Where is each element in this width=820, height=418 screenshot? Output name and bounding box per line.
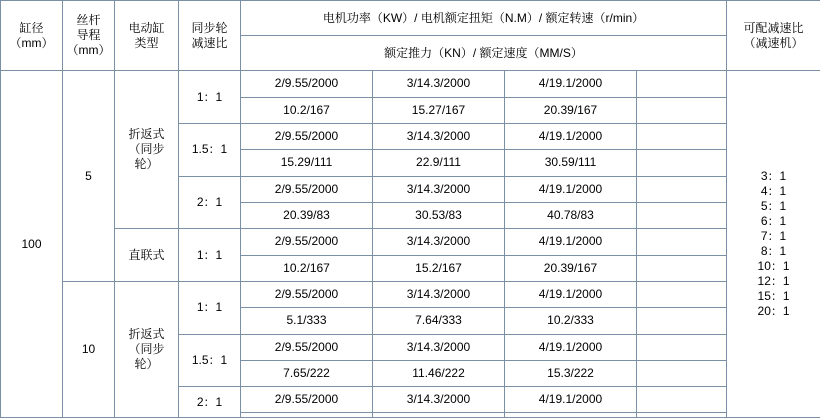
cell-ratio: 1：1 bbox=[179, 229, 241, 282]
cell-power: 2/9.55/2000 bbox=[241, 229, 373, 255]
cell-power: 3/14.3/2000 bbox=[373, 229, 505, 255]
cell-power: 2/9.55/2000 bbox=[241, 71, 373, 97]
cell-power: 4/19.1/2000 bbox=[505, 229, 637, 255]
cell-lead-10: 10 bbox=[63, 281, 115, 417]
gearbox-ratio-item: 20：1 bbox=[757, 304, 790, 319]
gearbox-ratio-item: 7：1 bbox=[760, 229, 787, 244]
header-thrust-group: 额定推力（KN）/ 额定速度（MM/S） bbox=[241, 36, 727, 71]
gearbox-ratio-item: 3：1 bbox=[760, 169, 787, 184]
cell-bore-value: 100 bbox=[1, 71, 63, 418]
cell-power: 4/19.1/2000 bbox=[505, 123, 637, 149]
cell-thrust-empty bbox=[637, 413, 727, 418]
header-sync-ratio-line2: 减速比 bbox=[191, 35, 228, 50]
cell-ratio: 1.5：1 bbox=[179, 334, 241, 387]
cell-lead-5: 5 bbox=[63, 71, 115, 282]
cell-power-empty bbox=[637, 281, 727, 307]
cell-thrust: 7.65/222 bbox=[241, 360, 373, 386]
cell-thrust: 7.64/333 bbox=[373, 308, 505, 334]
gearbox-ratio-item: 4：1 bbox=[760, 184, 787, 199]
gearbox-ratio-item: 15：1 bbox=[757, 289, 790, 304]
cell-power: 4/19.1/2000 bbox=[505, 387, 637, 413]
type-folded-line2: （同步 bbox=[128, 142, 165, 157]
cell-thrust-empty bbox=[637, 255, 727, 281]
cell-thrust-empty bbox=[637, 308, 727, 334]
header-power-group: 电机功率（KW）/ 电机额定扭矩（N.M）/ 额定转速（r/min） bbox=[241, 1, 727, 36]
cell-thrust: 20.39/167 bbox=[505, 97, 637, 123]
cell-power: 2/9.55/2000 bbox=[241, 387, 373, 413]
cell-thrust: 15.2/167 bbox=[373, 255, 505, 281]
header-gearbox-line1: 可配减速比 bbox=[743, 20, 804, 35]
header-lead-line3: （mm） bbox=[66, 43, 111, 58]
cell-power: 4/19.1/2000 bbox=[505, 71, 637, 97]
cell-power: 2/9.55/2000 bbox=[241, 176, 373, 202]
cell-thrust: 30.53/83 bbox=[373, 202, 505, 228]
cell-power: 3/14.3/2000 bbox=[373, 334, 505, 360]
cell-thrust: 10.2/167 bbox=[241, 255, 373, 281]
header-cylinder-type-line2: 类型 bbox=[134, 35, 159, 50]
cell-ratio: 1：1 bbox=[179, 71, 241, 124]
cell-thrust-empty bbox=[637, 202, 727, 228]
table-row bbox=[1, 71, 820, 97]
cell-power-empty bbox=[637, 176, 727, 202]
header-lead-line2: 导程 bbox=[76, 28, 101, 43]
cell-power: 2/9.55/2000 bbox=[241, 334, 373, 360]
cell-power-empty bbox=[637, 123, 727, 149]
cell-thrust: 22.9/111 bbox=[373, 150, 505, 176]
header-bore bbox=[1, 1, 63, 71]
header-bore-line1: 缸径 bbox=[19, 20, 44, 35]
cell-thrust: 20.39/167 bbox=[505, 255, 637, 281]
cell-thrust: 10.2/333 bbox=[505, 308, 637, 334]
cell-type-direct: 直联式 bbox=[115, 229, 179, 282]
header-lead bbox=[63, 1, 115, 71]
gearbox-ratio-item: 12：1 bbox=[757, 274, 790, 289]
cell-type-folded-lead10 bbox=[115, 281, 179, 417]
table-row bbox=[1, 229, 820, 255]
cell-gearbox-ratios bbox=[727, 71, 820, 418]
cell-thrust: 11.46/222 bbox=[373, 360, 505, 386]
cell-power: 2/9.55/2000 bbox=[241, 281, 373, 307]
cell-power: 4/19.1/2000 bbox=[505, 334, 637, 360]
cell-power: 3/14.3/2000 bbox=[373, 281, 505, 307]
cell-thrust: 5.1/333 bbox=[241, 308, 373, 334]
cell-thrust-empty bbox=[241, 413, 373, 418]
cell-thrust-empty bbox=[637, 360, 727, 386]
cell-ratio: 2：1 bbox=[179, 176, 241, 229]
cell-thrust: 15.3/222 bbox=[505, 360, 637, 386]
cell-ratio: 1.5：1 bbox=[179, 123, 241, 176]
type-folded-line3: 轮） bbox=[134, 356, 159, 371]
cell-power: 3/14.3/2000 bbox=[373, 387, 505, 413]
cell-thrust-empty bbox=[505, 413, 637, 418]
cell-power-empty bbox=[637, 229, 727, 255]
gearbox-ratio-item: 5：1 bbox=[760, 199, 787, 214]
header-gearbox bbox=[727, 1, 820, 71]
cell-thrust-empty bbox=[637, 150, 727, 176]
type-folded-line2: （同步 bbox=[128, 341, 165, 356]
cell-thrust: 10.2/167 bbox=[241, 97, 373, 123]
header-cylinder-type-line1: 电动缸 bbox=[128, 20, 165, 35]
type-folded-line1: 折返式 bbox=[128, 326, 165, 341]
cell-thrust-empty bbox=[373, 413, 505, 418]
cell-ratio: 2：1 bbox=[179, 387, 241, 418]
cell-ratio: 1：1 bbox=[179, 281, 241, 334]
cell-thrust: 30.59/111 bbox=[505, 150, 637, 176]
cell-thrust: 20.39/83 bbox=[241, 202, 373, 228]
cell-power: 2/9.55/2000 bbox=[241, 123, 373, 149]
cell-power: 3/14.3/2000 bbox=[373, 71, 505, 97]
header-cylinder-type bbox=[115, 1, 179, 71]
header-sync-ratio-line1: 同步轮 bbox=[191, 20, 228, 35]
gearbox-ratio-item: 10：1 bbox=[757, 259, 790, 274]
cell-power: 3/14.3/2000 bbox=[373, 176, 505, 202]
header-gearbox-line2: （减速机） bbox=[743, 35, 804, 50]
cell-thrust: 40.78/83 bbox=[505, 202, 637, 228]
cell-power-empty bbox=[637, 334, 727, 360]
cell-thrust-empty bbox=[637, 97, 727, 123]
header-lead-line1: 丝杆 bbox=[76, 13, 101, 28]
cell-thrust: 15.29/111 bbox=[241, 150, 373, 176]
gearbox-ratio-item: 8：1 bbox=[760, 244, 787, 259]
cell-type-folded-lead5 bbox=[115, 71, 179, 229]
cell-power-empty bbox=[637, 71, 727, 97]
table-header-row-1 bbox=[1, 1, 820, 36]
cell-thrust: 15.27/167 bbox=[373, 97, 505, 123]
header-sync-ratio bbox=[179, 1, 241, 71]
type-folded-line3: 轮） bbox=[134, 157, 159, 172]
table-row bbox=[1, 281, 820, 307]
header-bore-line2: （mm） bbox=[9, 35, 54, 50]
cell-power-empty bbox=[637, 387, 727, 413]
gearbox-ratio-item: 6：1 bbox=[760, 214, 787, 229]
cell-power: 4/19.1/2000 bbox=[505, 281, 637, 307]
cell-power: 4/19.1/2000 bbox=[505, 176, 637, 202]
cell-power: 3/14.3/2000 bbox=[373, 123, 505, 149]
type-folded-line1: 折返式 bbox=[128, 127, 165, 142]
